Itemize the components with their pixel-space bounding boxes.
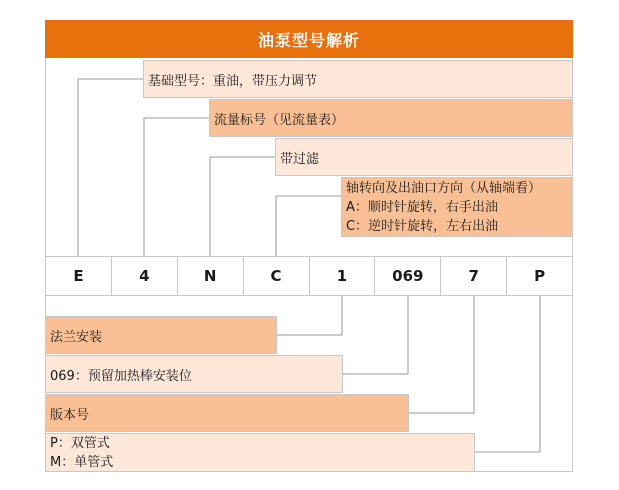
pipe-type-double: P：双管式 [50, 435, 110, 451]
rotation-option-a: A：顺时针旋转，右手出油 [346, 199, 498, 215]
code-cell: 069 [375, 257, 441, 295]
code-cell: N [178, 257, 244, 295]
label-heater-slot: 069：预留加热棒安装位 [45, 355, 343, 393]
label-filter: 带过滤 [275, 138, 573, 176]
label-pipe-type [45, 433, 475, 472]
pipe-type-single: M：单管式 [50, 454, 114, 470]
code-cell: 1 [310, 257, 376, 295]
rotation-heading: 轴转向及出油口方向（从轴端看） [346, 180, 542, 196]
code-cell: P [534, 267, 546, 285]
code-cell: 4 [112, 257, 178, 295]
code-cell: C [244, 257, 310, 295]
code-cell: E [46, 257, 112, 295]
label-flange-mount: 法兰安装 [45, 316, 277, 354]
diagram-title: 油泵型号解析 [45, 20, 573, 58]
rotation-option-c: C：逆时针旋转，左右出油 [346, 218, 499, 234]
label-rotation [341, 177, 573, 237]
code-cell: 7 [441, 257, 507, 295]
label-flow-number: 流量标号（见流量表） [209, 99, 573, 137]
label-base-model: 基础型号：重油，带压力调节 [143, 60, 573, 98]
model-code-row [45, 256, 573, 296]
label-version: 版本号 [45, 394, 409, 432]
